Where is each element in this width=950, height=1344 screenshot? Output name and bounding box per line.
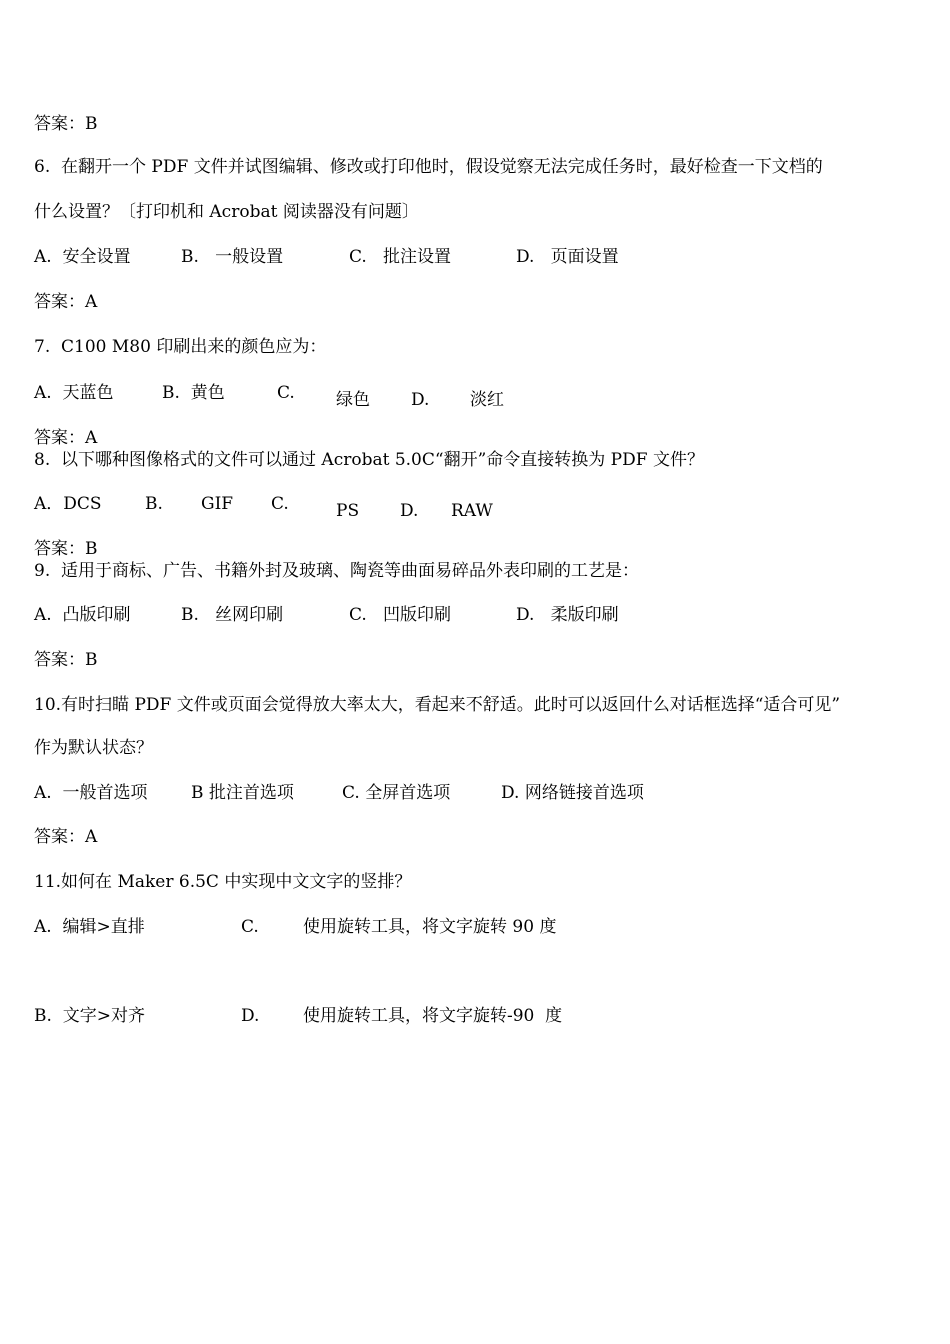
q11-option-d-text: 使用旋转工具，将文字旋转-90 度	[303, 1006, 563, 1026]
q7-option-b: B. 黄色	[162, 383, 225, 403]
q6-text-line2: 什么设置？〔打印机和 Acrobat 阅读器没有问题〕	[34, 202, 419, 222]
q9-option-a: A. 凸版印刷	[34, 605, 131, 625]
q7-option-a: A. 天蓝色	[34, 383, 114, 403]
q7-option-c-label: C.	[277, 383, 295, 403]
q6-answer: 答案：A	[34, 292, 98, 312]
q8-option-c-text: PS	[336, 501, 360, 521]
q10-option-d: D. 网络链接首选项	[501, 783, 644, 803]
q10-answer: 答案：A	[34, 827, 98, 847]
q9-text-line1: 9. 适用于商标、广告、书籍外封及玻璃、陶瓷等曲面易碎品外表印刷的工艺是：	[34, 561, 640, 581]
q9-answer: 答案：B	[34, 650, 98, 670]
q8-option-d-text: RAW	[451, 501, 493, 521]
q7-option-d-text: 淡红	[470, 390, 504, 410]
q7-option-d-label: D.	[411, 390, 430, 410]
q9-option-b: B. 丝网印刷	[181, 605, 284, 625]
q8-option-b-label: B.	[145, 494, 163, 514]
q8-text-line1: 8. 以下哪种图像格式的文件可以通过 Acrobat 5.0C“翻开”命令直接转换为 PDF 文件？	[34, 450, 704, 470]
q9-option-d: D. 柔版印刷	[516, 605, 619, 625]
q6-option-d: D. 页面设置	[516, 247, 619, 267]
q11-text-line1: 11.如何在 Maker 6.5C 中实现中文文字的竖排？	[34, 872, 412, 892]
q11-option-c-text: 使用旋转工具，将文字旋转 90 度	[303, 917, 557, 937]
q6-option-b: B. 一般设置	[181, 247, 284, 267]
q8-option-d-label: D.	[400, 501, 419, 521]
answer-previous: 答案：B	[34, 114, 98, 134]
q6-text-line1: 6. 在翻开一个 PDF 文件并试图编辑、修改或打印他时，假设觉察无法完成任务时，最好检查一下文档的	[34, 157, 823, 177]
q9-option-c: C. 凹版印刷	[349, 605, 452, 625]
q6-option-a: A. 安全设置	[34, 247, 131, 267]
q7-text-line1: 7. C100 M80 印刷出来的颜色应为：	[34, 337, 327, 357]
q8-option-b-text: GIF	[201, 494, 234, 514]
q11-option-b: B. 文字>对齐	[34, 1006, 145, 1026]
q10-option-a: A. 一般首选项	[34, 783, 148, 803]
q10-text-line2: 作为默认状态？	[34, 738, 153, 758]
q8-option-a: A．DCS	[34, 494, 102, 514]
q8-option-c-label: C.	[271, 494, 289, 514]
q11-option-c-label: C.	[241, 917, 259, 937]
q10-option-c: C. 全屏首选项	[342, 783, 451, 803]
q7-answer: 答案：A	[34, 428, 98, 448]
q10-option-b: B 批注首选项	[191, 783, 294, 803]
q10-text-line1: 10.有时扫瞄 PDF 文件或页面会觉得放大率太大，看起来不舒适。此时可以返回什么对话框选择“适合可见”	[34, 695, 841, 715]
q11-option-a: A. 编辑>直排	[34, 917, 145, 937]
q7-option-c-text: 绿色	[336, 390, 370, 410]
q8-answer: 答案：B	[34, 539, 98, 559]
q6-option-c: C. 批注设置	[349, 247, 452, 267]
q11-option-d-label: D.	[241, 1006, 260, 1026]
